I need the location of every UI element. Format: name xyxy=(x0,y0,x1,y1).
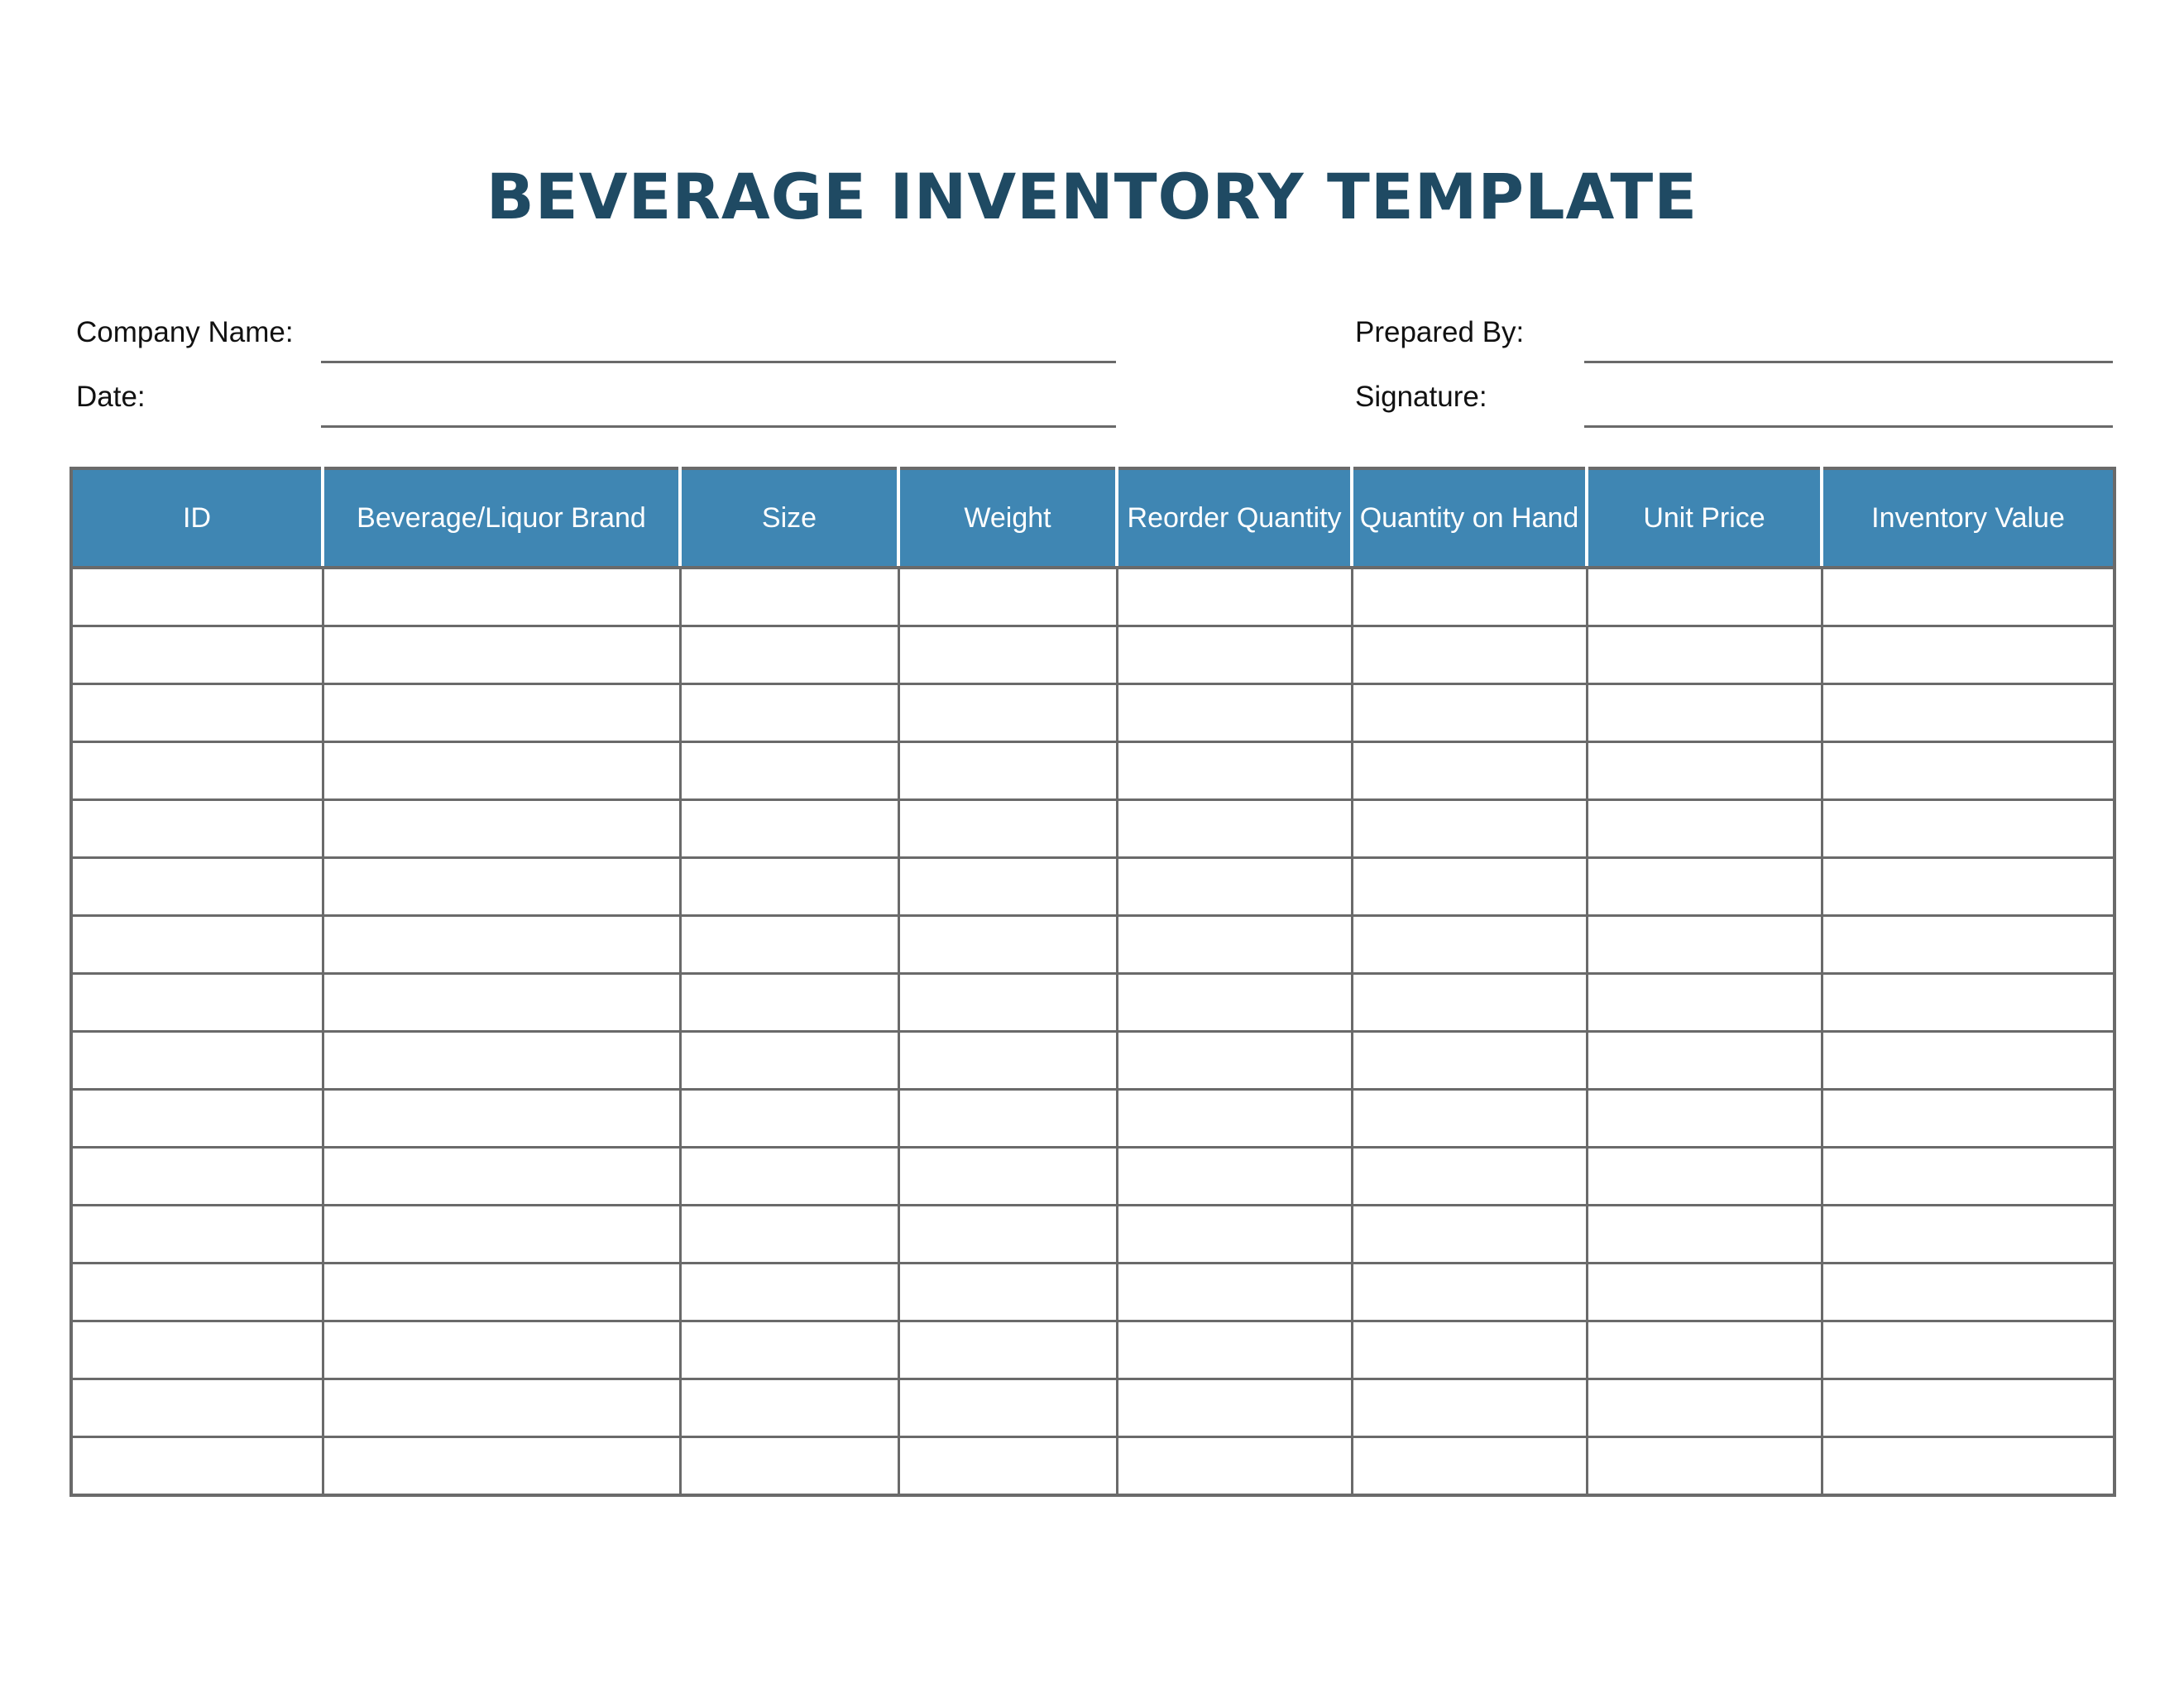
table-cell[interactable] xyxy=(898,1206,1117,1264)
table-cell[interactable] xyxy=(1822,858,2115,916)
table-cell[interactable] xyxy=(323,684,680,742)
table-cell[interactable] xyxy=(1822,626,2115,684)
table-cell[interactable] xyxy=(71,742,323,800)
table-cell[interactable] xyxy=(898,568,1117,626)
header-quantity-on-hand: Quantity on Hand xyxy=(1352,468,1587,568)
table-cell[interactable] xyxy=(1352,742,1587,800)
table-cell[interactable] xyxy=(1822,1264,2115,1321)
table-cell[interactable] xyxy=(898,916,1117,974)
table-cell[interactable] xyxy=(680,974,898,1032)
table-cell[interactable] xyxy=(1822,800,2115,858)
table-cell[interactable] xyxy=(680,858,898,916)
table-cell[interactable] xyxy=(1352,1264,1587,1321)
table-cell[interactable] xyxy=(898,684,1117,742)
table-cell[interactable] xyxy=(1117,1148,1352,1206)
prepared-by-field[interactable] xyxy=(1584,361,2113,363)
table-cell[interactable] xyxy=(680,800,898,858)
table-cell[interactable] xyxy=(323,1321,680,1379)
table-cell[interactable] xyxy=(1117,1379,1352,1437)
table-cell[interactable] xyxy=(1117,742,1352,800)
table-cell[interactable] xyxy=(1587,858,1822,916)
table-cell[interactable] xyxy=(1117,1206,1352,1264)
table-cell[interactable] xyxy=(680,1032,898,1090)
table-cell[interactable] xyxy=(1587,1379,1822,1437)
table-row xyxy=(71,568,2115,626)
table-cell[interactable] xyxy=(1352,1090,1587,1148)
table-row xyxy=(71,800,2115,858)
table-cell[interactable] xyxy=(1822,1321,2115,1379)
table-cell[interactable] xyxy=(71,626,323,684)
table-cell[interactable] xyxy=(898,1090,1117,1148)
table-cell[interactable] xyxy=(680,684,898,742)
header-unit-price: Unit Price xyxy=(1587,468,1822,568)
table-cell[interactable] xyxy=(1822,568,2115,626)
table-cell[interactable] xyxy=(71,1206,323,1264)
table-cell[interactable] xyxy=(1822,974,2115,1032)
table-cell[interactable] xyxy=(323,858,680,916)
table-cell[interactable] xyxy=(1587,1437,1822,1496)
table-cell[interactable] xyxy=(1117,1090,1352,1148)
table-cell[interactable] xyxy=(680,1148,898,1206)
table-row xyxy=(71,974,2115,1032)
table-cell[interactable] xyxy=(1117,1264,1352,1321)
table-cell[interactable] xyxy=(1587,1148,1822,1206)
table-cell[interactable] xyxy=(1117,568,1352,626)
table-cell[interactable] xyxy=(323,974,680,1032)
table-cell[interactable] xyxy=(71,974,323,1032)
table-cell[interactable] xyxy=(71,800,323,858)
table-cell[interactable] xyxy=(1117,1032,1352,1090)
table-row xyxy=(71,1148,2115,1206)
table-cell[interactable] xyxy=(898,626,1117,684)
table-cell[interactable] xyxy=(1587,916,1822,974)
header-beverage-liquor-brand: Beverage/Liquor Brand xyxy=(323,468,680,568)
table-cell[interactable] xyxy=(1117,626,1352,684)
table-cell[interactable] xyxy=(71,1032,323,1090)
table-cell[interactable] xyxy=(71,916,323,974)
table-cell[interactable] xyxy=(1822,1437,2115,1496)
table-cell[interactable] xyxy=(1117,800,1352,858)
table-cell[interactable] xyxy=(323,742,680,800)
table-cell[interactable] xyxy=(1587,800,1822,858)
table-cell[interactable] xyxy=(898,974,1117,1032)
table-cell[interactable] xyxy=(680,1090,898,1148)
prepared-by-label: Prepared By: xyxy=(1355,316,1525,348)
table-row xyxy=(71,916,2115,974)
table-cell[interactable] xyxy=(323,1148,680,1206)
table-row xyxy=(71,684,2115,742)
table-cell[interactable] xyxy=(71,858,323,916)
table-cell[interactable] xyxy=(680,1379,898,1437)
table-cell[interactable] xyxy=(1352,1148,1587,1206)
date-field[interactable] xyxy=(321,425,1116,428)
table-cell[interactable] xyxy=(323,626,680,684)
table-cell[interactable] xyxy=(1587,974,1822,1032)
table-cell[interactable] xyxy=(1352,858,1587,916)
table-cell[interactable] xyxy=(898,1437,1117,1496)
table-cell[interactable] xyxy=(1352,800,1587,858)
table-cell[interactable] xyxy=(1587,568,1822,626)
table-cell[interactable] xyxy=(71,1379,323,1437)
header-reorder-quantity: Reorder Quantity xyxy=(1117,468,1352,568)
table-cell[interactable] xyxy=(898,800,1117,858)
table-row xyxy=(71,858,2115,916)
signature-field[interactable] xyxy=(1584,425,2113,428)
table-cell[interactable] xyxy=(71,1264,323,1321)
table-cell[interactable] xyxy=(1352,1032,1587,1090)
table-cell[interactable] xyxy=(323,800,680,858)
table-row xyxy=(71,1032,2115,1090)
table-cell[interactable] xyxy=(898,858,1117,916)
table-cell[interactable] xyxy=(1822,1032,2115,1090)
table-cell[interactable] xyxy=(898,1321,1117,1379)
table-cell[interactable] xyxy=(1117,858,1352,916)
table-cell[interactable] xyxy=(898,1032,1117,1090)
table-row xyxy=(71,1379,2115,1437)
table-cell[interactable] xyxy=(1587,742,1822,800)
header-weight: Weight xyxy=(898,468,1117,568)
table-cell[interactable] xyxy=(898,742,1117,800)
table-cell[interactable] xyxy=(1117,684,1352,742)
table-cell[interactable] xyxy=(680,1437,898,1496)
table-cell[interactable] xyxy=(71,1437,323,1496)
table-cell[interactable] xyxy=(1352,626,1587,684)
table-cell[interactable] xyxy=(1352,684,1587,742)
table-cell[interactable] xyxy=(1822,916,2115,974)
table-row xyxy=(71,1090,2115,1148)
table-cell[interactable] xyxy=(1822,684,2115,742)
table-cell[interactable] xyxy=(71,1090,323,1148)
table-header-row xyxy=(71,468,2115,568)
table-body xyxy=(71,568,2115,1495)
table-row xyxy=(71,1321,2115,1379)
table-cell[interactable] xyxy=(1587,1090,1822,1148)
table-row xyxy=(71,1437,2115,1496)
inventory-table xyxy=(69,467,2116,1497)
table-cell[interactable] xyxy=(323,1090,680,1148)
table-cell[interactable] xyxy=(1352,1206,1587,1264)
table-row xyxy=(71,742,2115,800)
table-cell[interactable] xyxy=(71,684,323,742)
table-cell[interactable] xyxy=(1352,568,1587,626)
table-cell[interactable] xyxy=(323,1264,680,1321)
table-cell[interactable] xyxy=(680,742,898,800)
table-cell[interactable] xyxy=(1822,1148,2115,1206)
table-cell[interactable] xyxy=(323,568,680,626)
header-size: Size xyxy=(680,468,898,568)
table-cell[interactable] xyxy=(680,568,898,626)
table-cell[interactable] xyxy=(898,1264,1117,1321)
table-row xyxy=(71,1206,2115,1264)
table-cell[interactable] xyxy=(1352,1379,1587,1437)
table-cell[interactable] xyxy=(1587,684,1822,742)
table-cell[interactable] xyxy=(680,1264,898,1321)
table-cell[interactable] xyxy=(71,568,323,626)
table-row xyxy=(71,626,2115,684)
table-cell[interactable] xyxy=(1117,974,1352,1032)
signature-label: Signature: xyxy=(1355,381,1487,413)
table-cell[interactable] xyxy=(680,916,898,974)
table-cell[interactable] xyxy=(1352,1321,1587,1379)
table-cell[interactable] xyxy=(680,626,898,684)
table-cell[interactable] xyxy=(323,916,680,974)
table-cell[interactable] xyxy=(71,1148,323,1206)
table-cell[interactable] xyxy=(680,1206,898,1264)
table-cell[interactable] xyxy=(1587,1206,1822,1264)
table-cell[interactable] xyxy=(680,1321,898,1379)
table-cell[interactable] xyxy=(1587,1032,1822,1090)
table-cell[interactable] xyxy=(323,1032,680,1090)
company-name-field[interactable] xyxy=(321,361,1116,363)
date-label: Date: xyxy=(76,381,146,413)
page-title: BEVERAGE INVENTORY TEMPLATE xyxy=(486,160,1698,233)
table-cell[interactable] xyxy=(898,1148,1117,1206)
table-cell[interactable] xyxy=(1117,1321,1352,1379)
table-cell[interactable] xyxy=(71,1321,323,1379)
table-cell[interactable] xyxy=(1352,1437,1587,1496)
table-cell[interactable] xyxy=(1822,1379,2115,1437)
table-cell[interactable] xyxy=(898,1379,1117,1437)
header-inventory-value: Inventory Value xyxy=(1822,468,2115,568)
table-cell[interactable] xyxy=(1352,974,1587,1032)
table-cell[interactable] xyxy=(1587,1321,1822,1379)
table-cell[interactable] xyxy=(1822,1090,2115,1148)
table-cell[interactable] xyxy=(1352,916,1587,974)
table-cell[interactable] xyxy=(323,1379,680,1437)
table-cell[interactable] xyxy=(323,1206,680,1264)
table-row xyxy=(71,1264,2115,1321)
table-cell[interactable] xyxy=(323,1437,680,1496)
table-cell[interactable] xyxy=(1822,1206,2115,1264)
table-cell[interactable] xyxy=(1587,626,1822,684)
header-id: ID xyxy=(71,468,323,568)
table-cell[interactable] xyxy=(1117,1437,1352,1496)
table-cell[interactable] xyxy=(1117,916,1352,974)
table-cell[interactable] xyxy=(1822,742,2115,800)
company-name-label: Company Name: xyxy=(76,316,294,348)
table-cell[interactable] xyxy=(1587,1264,1822,1321)
